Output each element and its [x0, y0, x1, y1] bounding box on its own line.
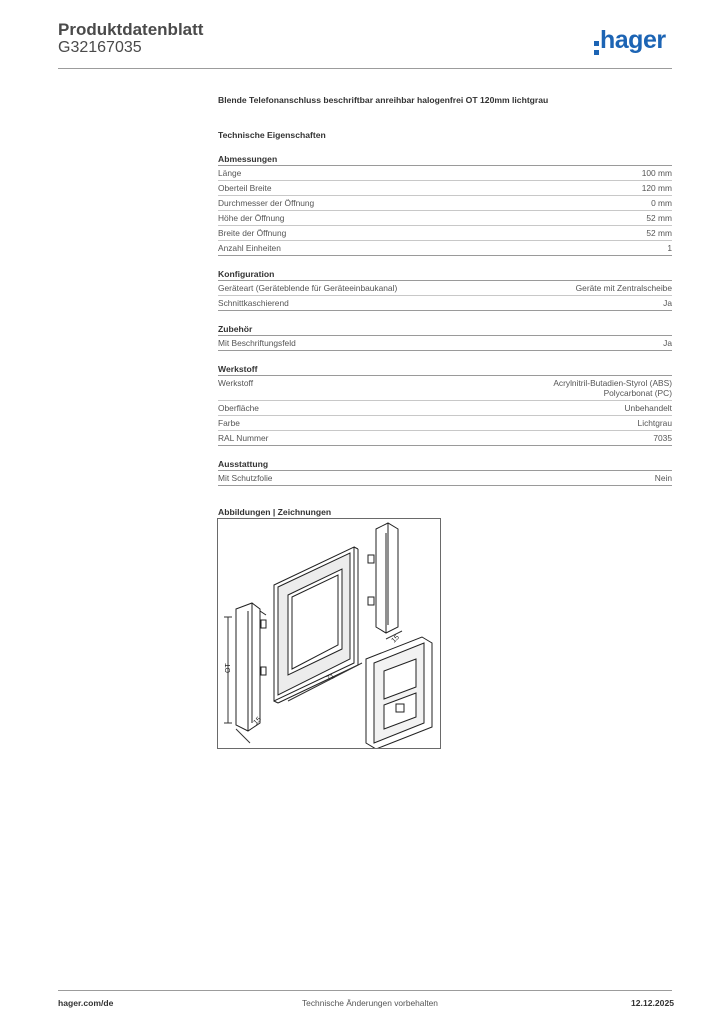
property-row — [218, 166, 672, 181]
group-title: Konfiguration — [218, 269, 275, 279]
dim-label-15-bottom: 15 — [252, 715, 263, 727]
property-value-line: 52 mm — [646, 213, 672, 223]
property-row — [218, 336, 672, 351]
property-groups — [218, 154, 672, 486]
header-divider — [58, 68, 672, 69]
property-label: Mit Schutzfolie — [218, 473, 273, 483]
property-value — [642, 183, 672, 193]
group-title: Ausstattung — [218, 459, 269, 469]
frame — [274, 547, 358, 703]
left-end-piece — [236, 603, 266, 731]
content — [218, 95, 672, 517]
property-value — [646, 228, 672, 238]
property-table — [218, 165, 672, 256]
property-row — [218, 296, 672, 311]
property-label: Werkstoff — [218, 378, 254, 388]
group-title: Abmessungen — [218, 154, 278, 164]
article-number: G32167035 — [58, 39, 142, 56]
footer-website[interactable]: hager.com/de — [58, 998, 114, 1008]
property-row — [218, 241, 672, 256]
property-value-line: Polycarbonat (PC) — [603, 388, 672, 398]
logo-text: hager — [600, 26, 666, 54]
property-label: Länge — [218, 168, 242, 178]
property-value-line: 52 mm — [646, 228, 672, 238]
property-table — [218, 280, 672, 311]
property-row — [218, 226, 672, 241]
property-label: Höhe der Öffnung — [218, 213, 285, 223]
property-value-line: 7035 — [653, 433, 672, 443]
group-title: Zubehör — [218, 324, 253, 334]
property-label: Schnittkaschierend — [218, 298, 289, 308]
property-row — [218, 471, 672, 486]
property-value — [667, 243, 672, 253]
right-end-piece — [368, 523, 398, 633]
property-label: Durchmesser der Öffnung — [218, 198, 315, 208]
property-value-line: Geräte mit Zentralscheibe — [575, 283, 672, 293]
dim-label-71: 71 — [325, 673, 336, 683]
property-value-line: 1 — [667, 243, 672, 253]
property-value — [553, 378, 672, 398]
tech-properties-heading: Technische Eigenschaften — [218, 130, 326, 140]
property-row — [218, 416, 672, 431]
product-title: Blende Telefonanschluss beschriftbar anreihbar halogenfrei OT 120mm lichtgrau — [218, 95, 549, 105]
property-row — [218, 401, 672, 416]
property-label: Mit Beschriftungsfeld — [218, 338, 296, 348]
property-label: Breite der Öffnung — [218, 228, 287, 238]
property-value — [651, 198, 672, 208]
property-label: Anzahl Einheiten — [218, 243, 281, 253]
property-label: Farbe — [218, 418, 240, 428]
property-value-line: Unbehandelt — [624, 403, 672, 413]
property-value — [663, 298, 672, 308]
property-value-line: Ja — [663, 298, 672, 308]
property-value — [642, 168, 672, 178]
property-value-line: 120 mm — [641, 183, 672, 193]
document-title: Produktdatenblatt — [58, 20, 204, 39]
property-row — [218, 211, 672, 226]
cover-plate — [366, 637, 432, 748]
property-value — [625, 403, 673, 413]
property-label: RAL Nummer — [218, 433, 269, 443]
property-value-line: 0 mm — [651, 198, 672, 208]
product-drawing-svg — [218, 519, 440, 748]
footer-divider — [58, 990, 672, 991]
property-value — [638, 418, 672, 428]
group-title: Werkstoff — [218, 364, 258, 374]
property-table — [218, 335, 672, 351]
property-row — [218, 376, 672, 401]
product-drawing — [217, 518, 441, 749]
property-value-line: Ja — [663, 338, 672, 348]
property-value-line: Nein — [654, 473, 672, 483]
dim-label-ot: OT — [225, 663, 232, 673]
property-value-line: Lichtgrau — [637, 418, 672, 428]
property-table — [218, 375, 672, 446]
property-value — [655, 473, 672, 483]
hager-logo — [594, 28, 666, 55]
property-value — [663, 338, 672, 348]
property-value — [576, 283, 672, 293]
property-row — [218, 431, 672, 446]
property-row — [218, 281, 672, 296]
property-row — [218, 181, 672, 196]
figures-heading: Abbildungen | Zeichnungen — [218, 507, 332, 517]
dim-label-15-right: 15 — [390, 633, 401, 645]
footer-disclaimer: Technische Änderungen vorbehalten — [302, 998, 438, 1008]
property-row — [218, 196, 672, 211]
property-label: Geräteart (Geräteblende für Geräteeinbaukanal) — [218, 283, 398, 293]
property-table — [218, 470, 672, 486]
property-label: Oberteil Breite — [218, 183, 272, 193]
property-value-line: 100 mm — [641, 168, 672, 178]
footer-date: 12.12.2025 — [631, 998, 675, 1008]
property-value — [653, 433, 672, 443]
property-value — [646, 213, 672, 223]
property-label: Oberfläche — [218, 403, 259, 413]
property-value-line: Acrylnitril-Butadien-Styrol (ABS) — [553, 378, 672, 388]
